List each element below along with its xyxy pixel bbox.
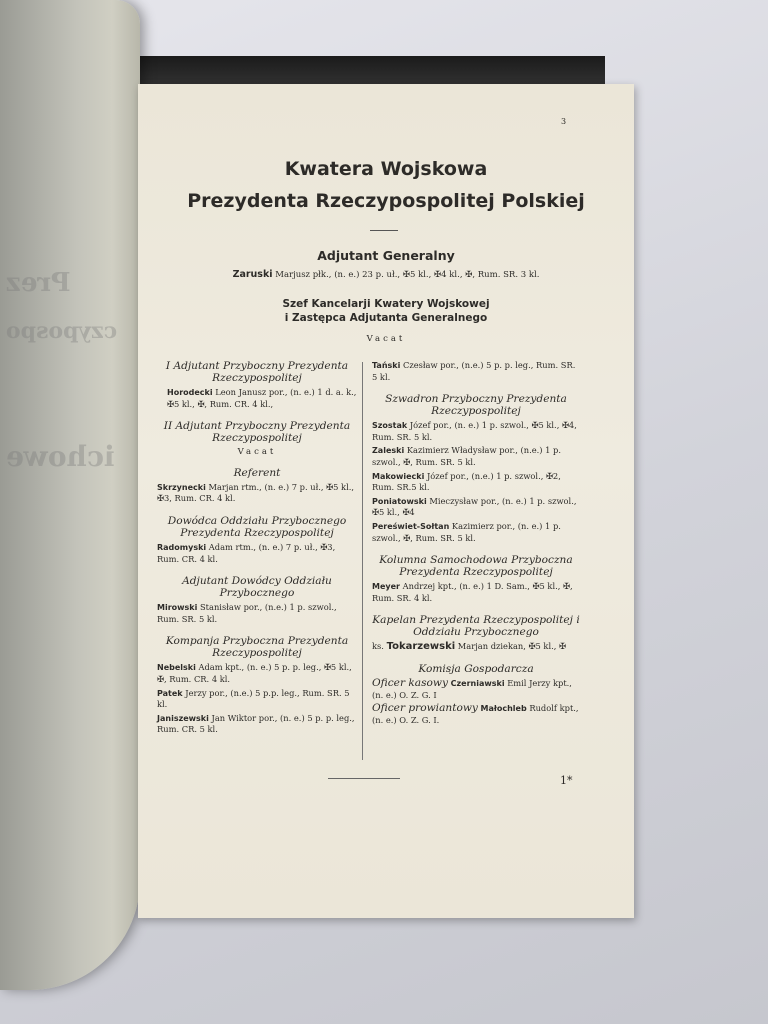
list-item [157,482,357,505]
list-item [372,496,580,519]
left-page [0,0,140,990]
footer-divider [328,778,400,779]
signature-mark: 1* [560,774,573,787]
entry-name: Zaleski [372,446,405,456]
page-number: 3 [561,117,567,126]
entry-text: Józef por., (n.e.) 1 p. szwol., ✠2, Rum. SR.5 kl. [372,470,561,493]
entry-name: Janiszewski [157,713,209,723]
entry-text: Adam rtm., (n. e.) 7 p. uł., ✠3, Rum. CR. 4 kl. [157,541,336,564]
list-item [157,602,357,625]
page-title-line1: Kwatera Wojskowa [284,158,488,180]
entry-name: Pereświet-Sołtan [372,521,450,531]
entry-name: Meyer [372,582,400,592]
column-divider [362,362,363,760]
adjutant-general-heading: Adjutant Generalny [317,248,455,263]
entry-text: Mieczysław por., (n. e.) 1 p. szwol., ✠5 kl., ✠4 [372,495,577,518]
list-item [372,420,580,443]
section-heading: I Adjutant Przyboczny Prezydenta Rzeczypospolitej [165,360,349,384]
list-item [372,641,580,653]
list-item [157,387,357,410]
entry-name: Małochleb [480,704,527,714]
list-item [157,713,357,736]
section-heading: Kolumna Samochodowa Przyboczna Prezydenta Rzeczypospolitej [379,554,573,579]
chief-heading-line2: i Zastępca Adjutanta Generalnego [284,312,488,324]
entry-text: Jan Wiktor por., (n. e.) 5 p. p. leg., Rum. CR. 5 kl. [157,712,355,735]
entry-name: Poniatowski [372,496,427,506]
entry-name: Czerniawski [450,678,505,688]
chief-heading-line1: Szef Kancelarji Kwatery Wojskowej [282,298,490,310]
section-heading: Szwadron Przyboczny Prezydenta Rzeczypospolitej [385,393,567,418]
adjutant-general-entry [138,269,634,280]
entry-role: Oficer prowiantowy [372,702,478,715]
entry-name: Nebelski [157,663,196,673]
entry-text: Kazimierz por., (n. e.) 1 p. szwol., ✠, Rum. SR. 5 kl. [372,520,561,543]
entry-prefix: ks. [372,641,384,652]
section-heading: Dowódca Oddziału Przybocznego Prezydenta Rzeczypospolitej [167,514,347,539]
entry-name: Tokarzewski [386,641,456,653]
section-heading: Adjutant Dowódcy Oddziału Przybocznego [182,575,332,600]
entry-text: Rudolf kpt., (n. e.) O. Z. G. I. [372,703,579,725]
list-item [157,542,357,565]
entry-name: Patek [157,688,183,698]
entry-text: Czesław por., (n.e.) 5 p. p. leg., Rum. SR. 5 kl. [372,360,576,382]
left-column [157,360,357,738]
entry-text: Kazimierz Władysław por., (n.e.) 1 p. szwol., ✠, Rum. SR. 5 kl. [372,445,561,467]
entry-text: Marjan dziekan, ✠5 kl., ✠ [457,641,566,652]
bleed-through-text: czypospo [6,318,118,344]
entry-name: Zaruski [232,269,273,280]
entry-name: Horodecki [167,388,213,397]
entry-text: Leon Janusz por., (n. e.) 1 d. a. k., ✠5 kl., ✠, Rum. CR. 4 kl., [167,387,357,409]
section-heading: II Adjutant Przyboczny Prezydenta Rzeczypospolitej [163,420,351,445]
entry-text: Adam kpt., (n. e.) 5 p. p. leg., ✠5 kl., ✠, Rum. CR. 4 kl. [157,662,352,684]
book-page [138,84,634,918]
list-item [157,662,357,685]
section-heading: Kapelan Prezydenta Rzeczypospolitej i Oddziału Przybocznego [372,614,580,639]
title-divider [370,230,398,231]
list-item [157,688,357,711]
entry-name: Radomyski [157,542,207,552]
list-item [372,471,580,494]
page-title-line2: Prezydenta Rzeczypospolitej Polskiej [187,190,585,212]
entry-text: Emil Jerzy kpt., (n. e.) O. Z. G. I [372,677,572,700]
list-item [372,703,580,726]
entry-name: Tański [372,361,401,370]
list-item [372,581,580,604]
entry-name: Szostak [372,421,408,431]
entry-text: Marjan rtm., (n. e.) 7 p. uł., ✠5 kl., ✠3, Rum. CR. 4 kl. [157,481,355,504]
status-vacat: Vacat [237,447,277,458]
entry-role: Oficer kasowy [372,676,448,689]
entry-text: Andrzej kpt., (n. e.) 1 D. Sam., ✠5 kl., ✠, Rum. SR. 4 kl. [372,581,573,603]
list-item [372,445,580,468]
right-column [372,360,580,728]
entry-name: Makowiecki [372,471,425,481]
section-heading: Kompanja Przyboczna Prezydenta Rzeczypospolitej [165,635,349,660]
entry-text: Jerzy por., (n.e.) 5 p.p. leg., Rum. SR. 5 kl. [157,687,350,710]
entry-text: Marjusz płk., (n. e.) 23 p. uł., ✠5 kl., ✠4 kl., ✠, Rum. SR. 3 kl. [275,270,540,280]
list-item [372,521,580,544]
chief-status: Vacat [366,334,406,344]
list-item [372,360,580,383]
bleed-through-text: Prez [6,268,71,298]
list-item [372,678,580,701]
section-heading: Referent [233,466,281,479]
entry-text: Józef por., (n. e.) 1 p. szwol., ✠5 kl., ✠4, Rum. SR. 5 kl. [372,420,577,442]
section-heading: Komisja Gospodarcza [418,662,534,675]
entry-name: Skrzynecki [157,482,206,492]
bleed-through-text: ichowe [6,440,115,473]
entry-text: Stanisław por., (n.e.) 1 p. szwol., Rum. SR. 5 kl. [157,602,337,624]
entry-name: Mirowski [157,603,198,613]
